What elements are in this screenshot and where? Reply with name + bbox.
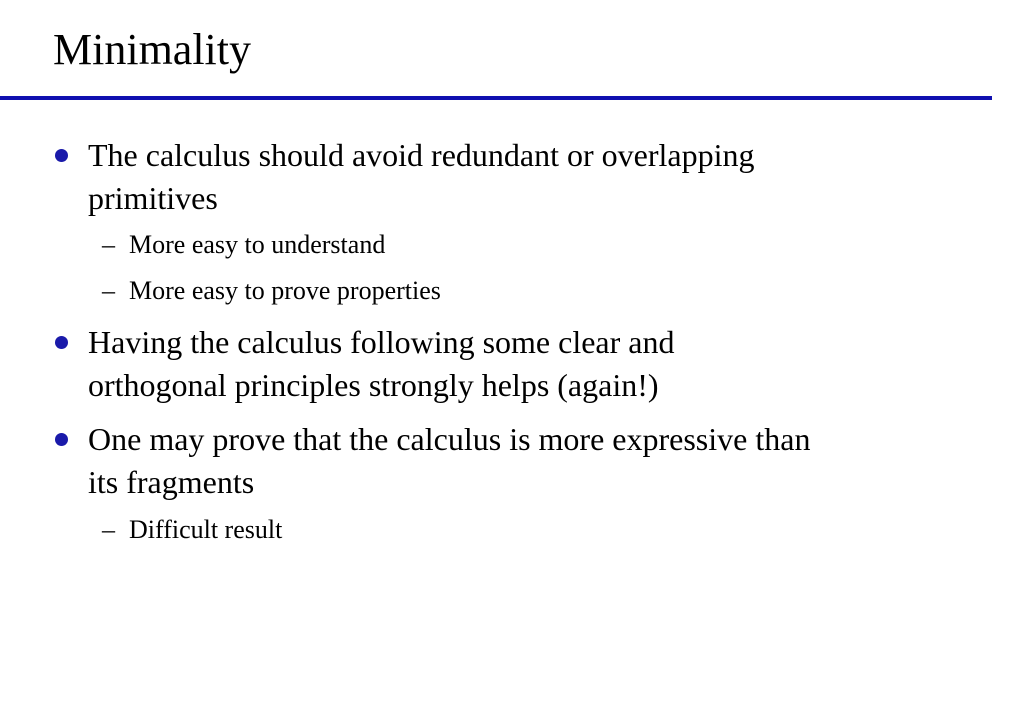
sub-item-3-1: Difficult result xyxy=(129,515,283,544)
bullet-item-1 xyxy=(88,134,948,220)
bullet-dot-icon xyxy=(55,149,68,162)
sub-item-1-2: More easy to prove properties xyxy=(129,276,441,305)
sub-item-marker: – xyxy=(102,276,115,305)
sub-item-marker: – xyxy=(102,230,115,259)
sub-item-marker: – xyxy=(102,515,115,544)
bullet-dot-icon xyxy=(55,433,68,446)
bullet-dot-icon xyxy=(55,336,68,349)
bullet-item-2 xyxy=(88,321,948,407)
bullet-item-2-line-1: Having the calculus following some clear and xyxy=(88,324,675,360)
bullet-item-1-line-2: primitives xyxy=(88,180,218,216)
bullet-item-1-line-1: The calculus should avoid redundant or overlapping xyxy=(88,137,755,173)
bullet-item-3-line-1: One may prove that the calculus is more expressive than xyxy=(88,421,811,457)
bullet-item-3-line-2: its fragments xyxy=(88,464,255,500)
title-divider xyxy=(0,96,992,100)
bullet-item-2-line-2: orthogonal principles strongly helps (again!) xyxy=(88,367,659,403)
slide-title: Minimality xyxy=(53,25,251,74)
bullet-item-3 xyxy=(88,418,948,504)
sub-item-1-1: More easy to understand xyxy=(129,230,386,259)
